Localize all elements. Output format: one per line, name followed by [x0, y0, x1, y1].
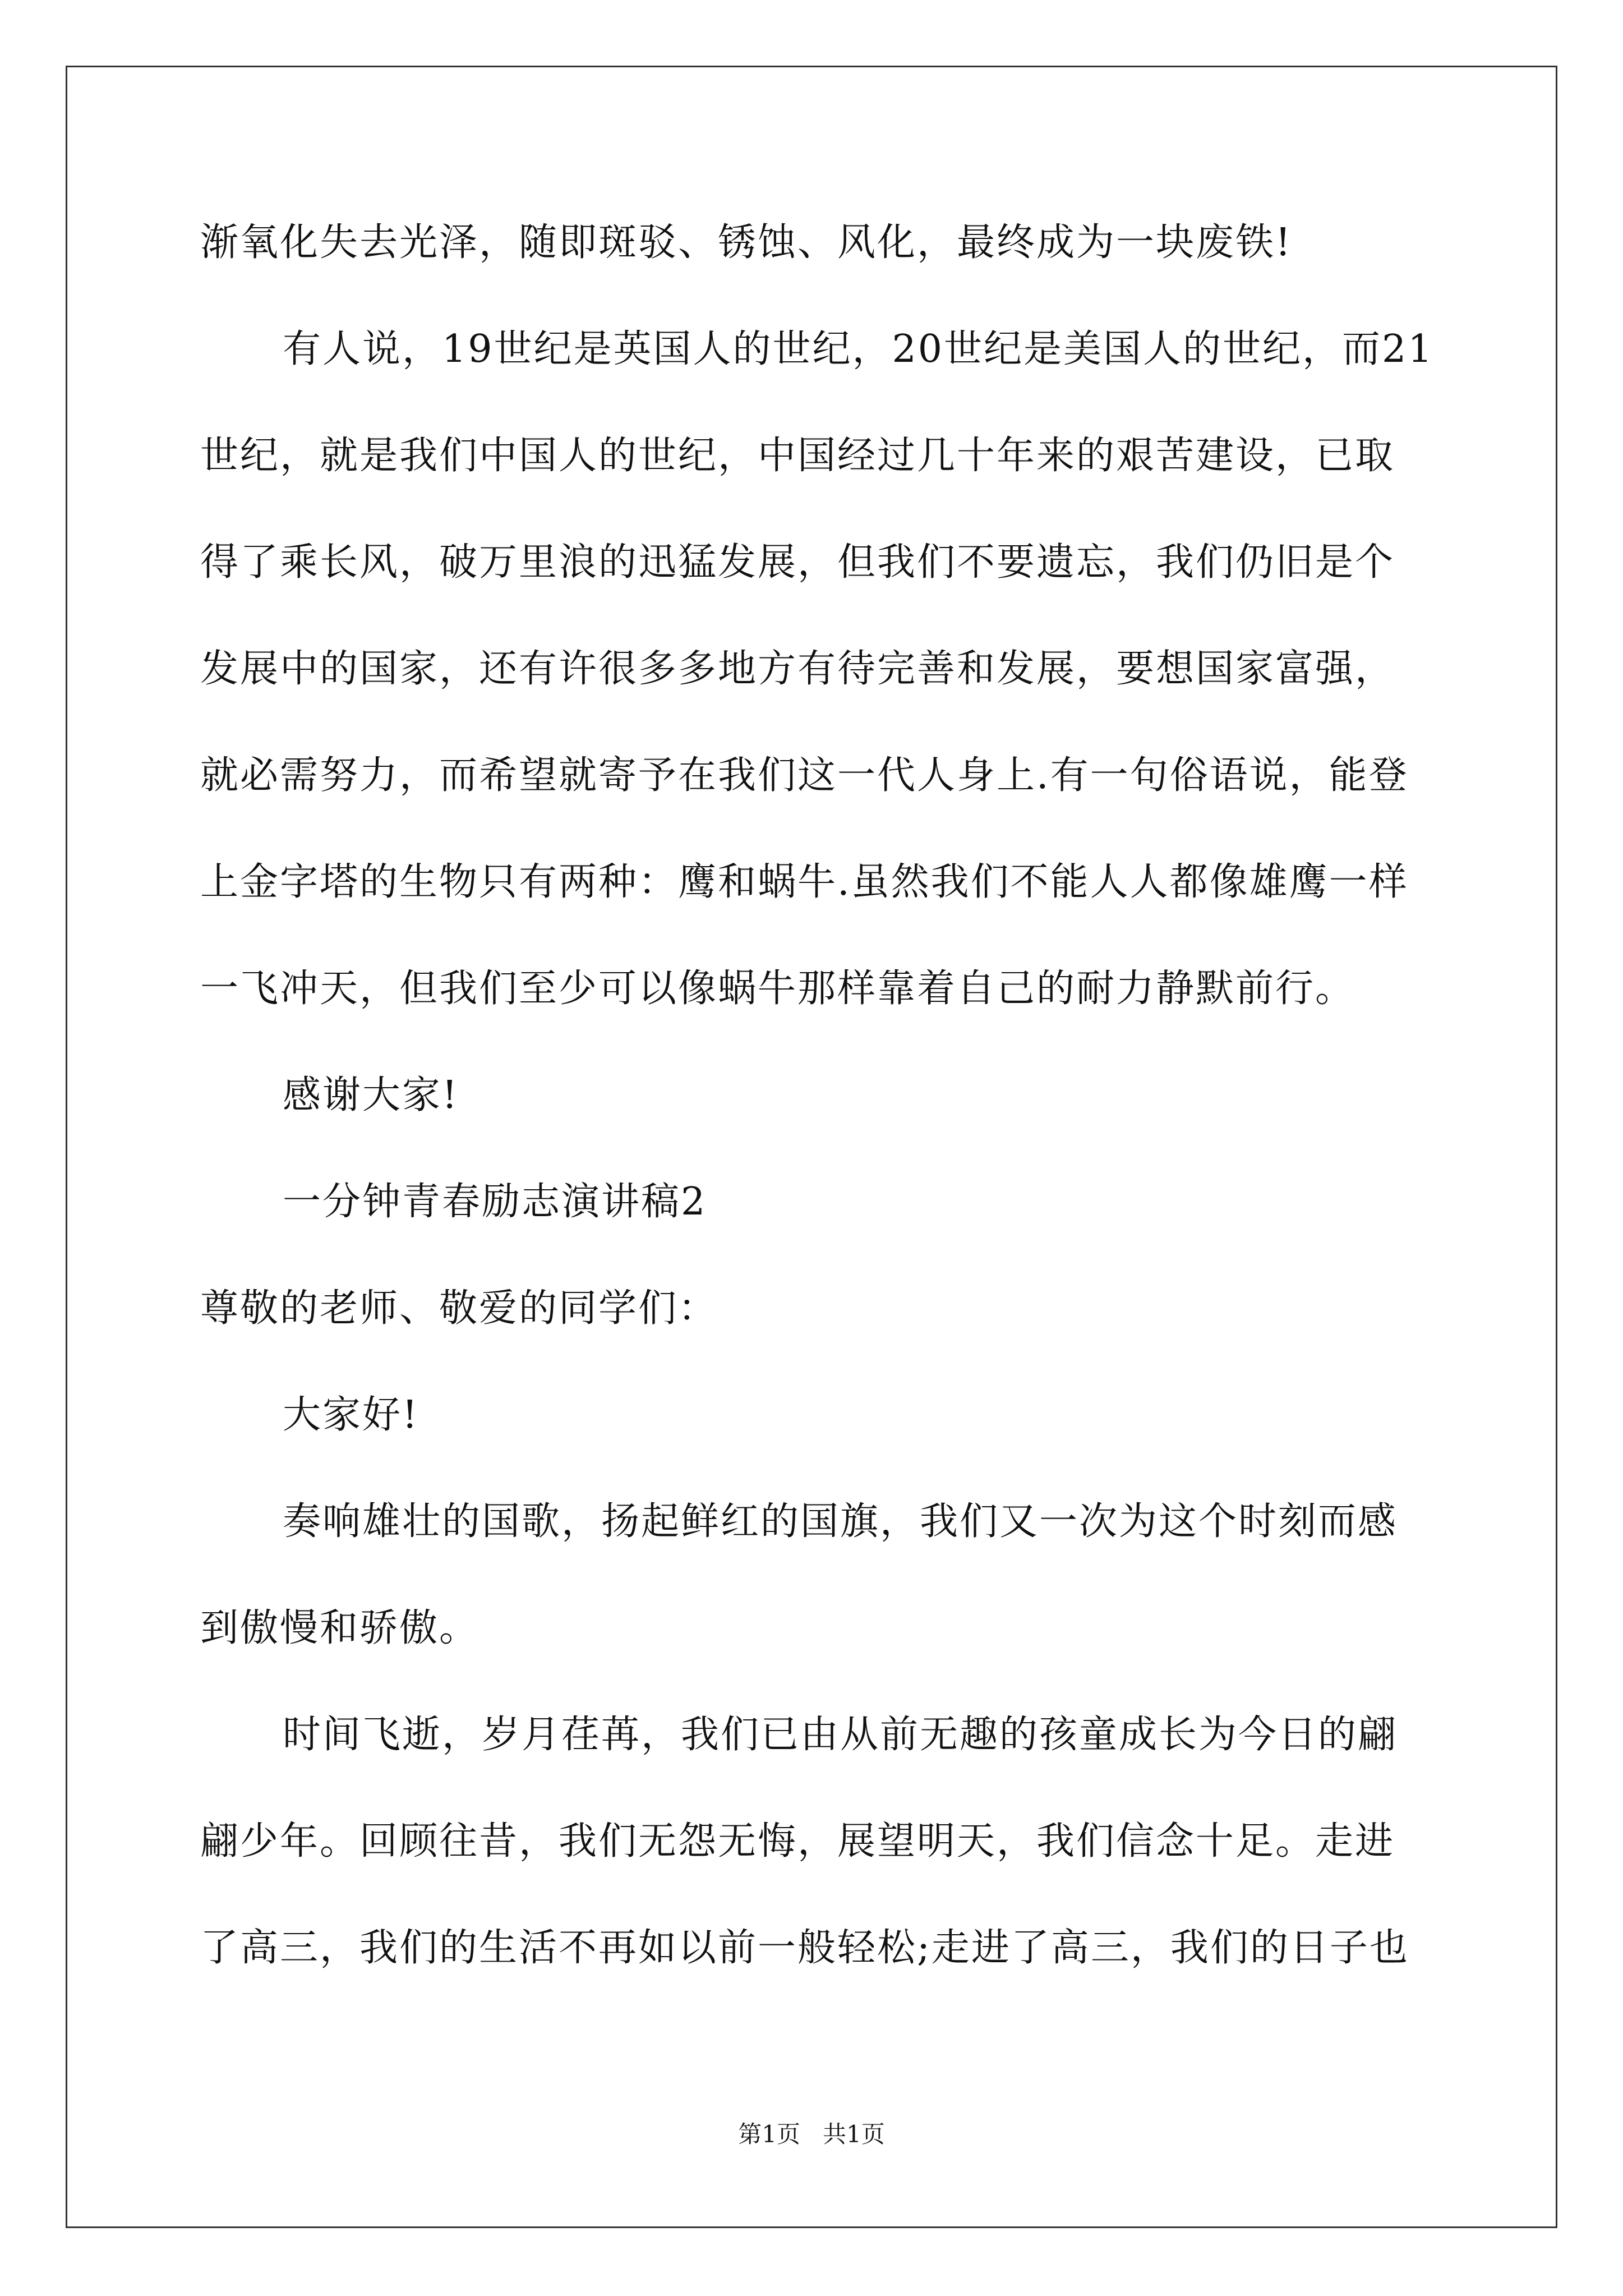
text-line: 上金字塔的生物只有两种：鹰和蜗牛.虽然我们不能人人都像雄鹰一样	[200, 860, 1409, 904]
section-heading: 一分钟青春励志演讲稿2	[283, 1180, 707, 1224]
text-line: 渐氧化失去光泽，随即斑驳、锈蚀、风化，最终成为一块废铁!	[200, 220, 1293, 265]
text-line: 感谢大家!	[283, 1073, 459, 1117]
text-line: 世纪，就是我们中国人的世纪，中国经过几十年来的艰苦建设，已取	[200, 434, 1395, 478]
text-line: 得了乘长风，破万里浪的迅猛发展，但我们不要遗忘，我们仍旧是个	[200, 540, 1395, 585]
page-border	[66, 66, 1557, 2228]
text-line: 奏响雄壮的国歌，扬起鲜红的国旗，我们又一次为这个时刻而感	[283, 1499, 1398, 1544]
greeting: 大家好!	[283, 1393, 419, 1437]
text-line: 一飞冲天，但我们至少可以像蜗牛那样靠着自己的耐力静默前行。	[200, 967, 1355, 1011]
page-number-footer: 第1页 共1页	[738, 2120, 885, 2148]
text-line: 了高三，我们的生活不再如以前一般轻松;走进了高三，我们的日子也	[200, 1926, 1409, 1970]
text-line: 有人说，19世纪是英国人的世纪，20世纪是美国人的世纪，而21	[283, 327, 1434, 371]
text-line: 到傲慢和骄傲。	[200, 1606, 479, 1650]
text-line: 发展中的国家，还有许很多多地方有待完善和发展，要想国家富强，	[200, 647, 1395, 691]
text-line: 时间飞逝，岁月荏苒，我们已由从前无趣的孩童成长为今日的翩	[283, 1713, 1398, 1757]
salutation: 尊敬的老师、敬爱的同学们：	[200, 1286, 718, 1331]
text-line: 翩少年。回顾往昔，我们无怨无悔，展望明天，我们信念十足。走进	[200, 1819, 1395, 1864]
text-line: 就必需努力，而希望就寄予在我们这一代人身上.有一句俗语说，能登	[200, 753, 1409, 798]
